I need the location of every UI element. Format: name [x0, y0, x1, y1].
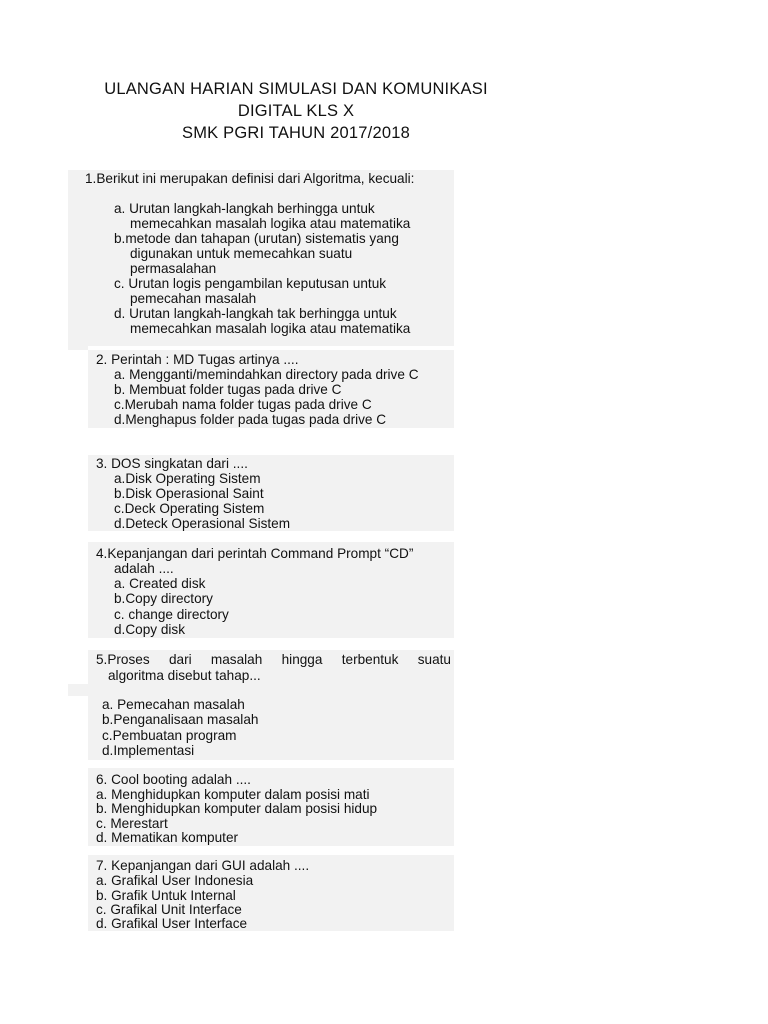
q5-question-word: dari [168, 652, 192, 667]
q7-option-a: a. Grafikal User Indonesia [96, 873, 254, 888]
q6-option-b: b. Menghidupkan komputer dalam posisi hidup [96, 801, 378, 816]
page-title-line-3: SMK PGRI TAHUN 2017/2018 [182, 124, 410, 142]
q2-option-b: b. Membuat folder tugas pada drive C [114, 382, 342, 397]
q1-option-a-line-2: memecahkan masalah logika atau matematika [130, 216, 411, 231]
q5-question-word: masalah [210, 652, 263, 667]
q5-question-word: 5.Proses [96, 652, 150, 667]
q1-option-b-line-1: b.metode dan tahapan (urutan) sistematis yang [114, 231, 399, 246]
q6-option-d: d. Mematikan komputer [96, 830, 239, 845]
q6-question: 6. Cool booting adalah .... [96, 772, 251, 787]
q5-option-d: d.Implementasi [102, 743, 195, 758]
q5-question-cont: algoritma disebut tahap... [108, 668, 261, 683]
q2-option-d: d.Menghapus folder pada tugas pada drive C [114, 412, 387, 427]
q7-question: 7. Kepanjangan dari GUI adalah .... [96, 858, 310, 873]
q6-option-c: c. Merestart [96, 816, 168, 831]
q1-option-b-line-3: permasalahan [130, 261, 217, 276]
q1-option-a-line-1: a. Urutan langkah-langkah berhingga untuk [114, 201, 375, 216]
q5-option-a: a. Pemecahan masalah [102, 697, 245, 712]
q5-question-word: hingga [281, 652, 323, 667]
q4-option-d: d.Copy disk [114, 622, 186, 637]
q3-option-d: d.Deteck Operasional Sistem [114, 516, 291, 531]
q3-question: 3. DOS singkatan dari .... [96, 456, 248, 471]
q4-option-a: a. Created disk [114, 576, 206, 591]
q1-option-c-line-2: pemecahan masalah [130, 291, 257, 306]
q1-option-d-line-1: d. Urutan langkah-langkah tak berhingga untuk [114, 306, 397, 321]
q7-option-c: c. Grafikal Unit Interface [96, 902, 242, 917]
q3-option-c: c.Deck Operating Sistem [114, 501, 265, 516]
q1-option-d-line-2: memecahkan masalah logika atau matematika [130, 321, 411, 336]
q1-question: 1.Berikut ini merupakan definisi dari Algoritma, kecuali: [85, 171, 415, 186]
shade-q1-tab [68, 336, 88, 350]
q5-option-c: c.Pembuatan program [102, 728, 237, 743]
q4-question-cont: adalah .... [114, 561, 174, 576]
q5-question-word: terbentuk [341, 652, 399, 667]
q4-option-c: c. change directory [114, 607, 229, 622]
q5-question-text [96, 652, 451, 667]
q6-option-a: a. Menghidupkan komputer dalam posisi mati [96, 787, 370, 802]
q2-question: 2. Perintah : MD Tugas artinya .... [96, 352, 299, 367]
q4-question: 4.Kepanjangan dari perintah Command Prompt “CD” [96, 546, 414, 561]
q1-option-c-line-1: c. Urutan logis pengambilan keputusan untuk [114, 276, 387, 291]
page-title-line-1: ULANGAN HARIAN SIMULASI DAN KOMUNIKASI [104, 80, 488, 98]
q2-option-c: c.Merubah nama folder tugas pada drive C [114, 397, 372, 412]
q2-option-a: a. Mengganti/memindahkan directory pada drive C [114, 367, 419, 382]
q7-option-d: d. Grafikal User Interface [96, 916, 248, 931]
q5-question [96, 652, 451, 667]
page-title-line-2: DIGITAL KLS X [237, 102, 355, 120]
shade-q5-tab [68, 684, 88, 696]
q4-option-b: b.Copy directory [114, 591, 213, 606]
q5-question-word: suatu [417, 652, 451, 667]
q7-option-b: b. Grafik Untuk Internal [96, 888, 236, 903]
q3-option-a: a.Disk Operating Sistem [114, 471, 261, 486]
q3-option-b: b.Disk Operasional Saint [114, 486, 264, 501]
q1-option-b-line-2: digunakan untuk memecahkan suatu [130, 246, 353, 261]
q5-option-b: b.Penganalisaan masalah [102, 712, 259, 727]
